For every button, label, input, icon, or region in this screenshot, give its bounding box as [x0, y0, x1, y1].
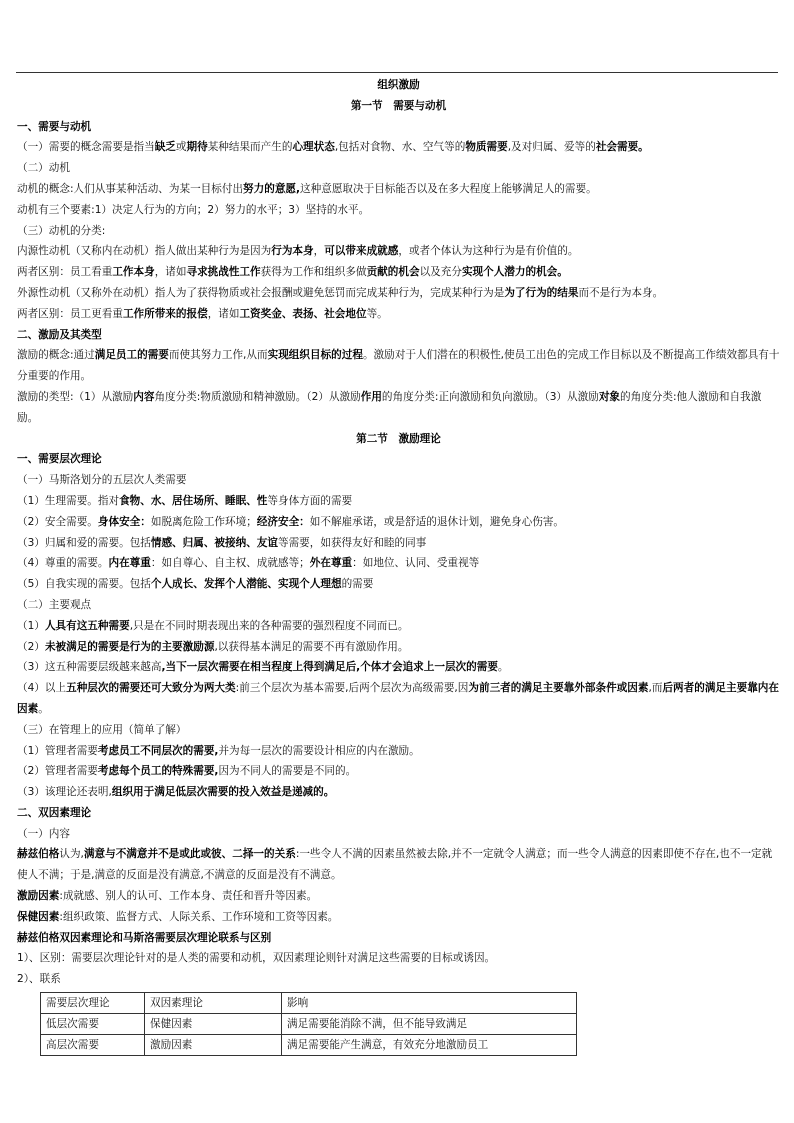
table-header-row: [41, 993, 577, 1014]
section-heading-1: 第一节 需要与动机: [350, 99, 447, 112]
document-title: 组织激励: [377, 79, 420, 91]
view-1: （1）人具有这五种需要,只是在不同时期表现出来的各种需要的强烈程度不同而已。: [17, 619, 409, 632]
table-header-cell: 影响: [282, 993, 577, 1014]
heading-comparison: 赫兹伯格双因素理论和马斯洛需要层次理论联系与区别: [17, 931, 272, 944]
need-physiological: （1）生理需要。指对食物、水、居住场所、睡眠、性等身体方面的需要: [17, 494, 353, 507]
view-4: （4）以上五种层次的需要还可大致分为两大类:前三个层次为基本需要,后两个层次为高级需要,因为前三者的满足主要靠外部条件或因素,而后两者的满足主要靠内在因素。: [17, 682, 779, 715]
view-2: （2）未被满足的需要是行为的主要激励源,以获得基本满足的需要不再有激励作用。: [17, 640, 409, 653]
heading-two-factor-theory: 二、双因素理论: [17, 806, 92, 819]
paragraph-incentive-concept: 激励的概念:通过满足员工的需要而使其努力工作,从而实现组织目标的过程。激励对于人们潜在的积极性,使员工出色的完成工作目标以及不断提高工作绩效都具有十分重要的作用。: [17, 349, 780, 383]
paragraph-motivators: 激励因素:成就感、别人的认可、工作本身、责任和晋升等因素。: [17, 890, 318, 903]
subheading-motivation-types: （三）动机的分类:: [17, 224, 106, 237]
heading-hierarchy-theory: 一、需要层次理论: [17, 453, 102, 466]
paragraph-motivation-elements: 动机有三个要素:1）决定人行为的方向；2）努力的水平；3）坚持的水平。: [17, 203, 370, 216]
application-1: （1）管理者需要考虑员工不同层次的需要,并为每一层次的需要设计相应的内在激励。: [17, 744, 420, 757]
table-cell: 满足需要能消除不满，但不能导致满足: [282, 1014, 577, 1035]
paragraph-hygiene-factors: 保健因素:组织政策、监督方式、人际关系、工作环境和工资等因素。: [17, 910, 339, 923]
need-belonging: （3）归属和爱的需要。包括情感、归属、被接纳、友谊等需要，如获得友好和睦的同事: [17, 536, 427, 549]
view-3: （3）这五种需要层级越来越高,当下一层次需要在相当程度上得到满足后,个体才会追求上一层次的需要。: [17, 661, 509, 674]
paragraph-motivation-concept: 动机的概念:人们从事某种活动、为某一目标付出努力的意愿,这种意愿取决于目标能否以及在多大程度上能够满足人的需要。: [17, 182, 597, 195]
paragraph-herzberg: 赫兹伯格认为,满意与不满意并不是或此或彼、二择一的关系:一些令人不满的因素虽然被去除,并不一定就令人满意；而一些令人满意的因素即使不存在,也不一定就使人不满；于是,满意的反面是没有满意,不满意的反面是没有不满意。: [17, 848, 773, 882]
paragraph-extrinsic-difference: 两者区别：员工更看重工作所带来的报偿，诸如工资奖金、表扬、社会地位等。: [17, 307, 388, 320]
subheading-motivation: （二）动机: [17, 162, 70, 175]
paragraph-connection: 2）、联系: [17, 973, 61, 986]
heading-needs-motivation: 一、需要与动机: [17, 120, 92, 133]
subheading-management-application: （三）在管理上的应用（简单了解）: [17, 723, 187, 736]
table-header-cell: 需要层次理论: [41, 993, 145, 1014]
subheading-main-views: （二）主要观点: [17, 598, 92, 611]
application-3: （3）该理论还表明,组织用于满足低层次需要的投入效益是递减的。: [17, 786, 335, 799]
need-safety: （2）安全需要。身体安全：如脱离危险工作环境；经济安全：如不解雇承诺，或是舒适的退休计划，避免身心伤害。: [17, 515, 565, 528]
table-cell: 保健因素: [145, 1014, 282, 1035]
paragraph-extrinsic: 外源性动机（又称外在动机）指人为了获得物质或社会报酬或避免惩罚而完成某种行为，完成某种行为是为了行为的结果而不是行为本身。: [17, 286, 664, 299]
application-2: （2）管理者需要考虑每个员工的特殊需要,因为不同人的需要是不同的。: [17, 765, 357, 778]
table-header-cell: 双因素理论: [145, 993, 282, 1014]
need-esteem: （4）尊重的需要。内在尊重：如自尊心、自主权、成就感等；外在尊重：如地位、认同、受重视等: [17, 557, 480, 570]
paragraph-need-concept: （一）需要的概念需要是指当缺乏或期待某种结果而产生的心理状态,包括对食物、水、空气等的物质需要,及对归属、爱等的社会需要。: [17, 141, 649, 154]
document-body: [17, 75, 780, 1056]
table-row: [41, 1014, 577, 1035]
table-cell: 满足需要能产生满意，有效充分地激励员工: [282, 1035, 577, 1056]
paragraph-difference: 1）、区别：需要层次理论针对的是人类的需要和动机，双因素理论则针对满足这些需要的目标或诱因。: [17, 952, 496, 965]
section-heading-2: 第二节 激励理论: [356, 432, 441, 445]
comparison-table: [40, 992, 577, 1056]
heading-incentive-types: 二、激励及其类型: [17, 328, 102, 341]
header-rule: [16, 72, 778, 73]
need-self-actualization: （5）自我实现的需要。包括个人成长、发挥个人潜能、实现个人理想的需要: [17, 578, 374, 591]
table-row: [41, 1035, 577, 1056]
paragraph-incentive-types: 激励的类型:（1）从激励内容角度分类:物质激励和精神激励。（2）从激励作用的角度分类:正向激励和负向激励。（3）从激励对象的角度分类:他人激励和自我激励。: [17, 390, 762, 424]
subheading-five-needs: （一）马斯洛划分的五层次人类需要: [17, 474, 187, 487]
table-cell: 低层次需要: [41, 1014, 145, 1035]
paragraph-intrinsic-difference: 两者区别：员工看重工作本身，诸如寻求挑战性工作获得为工作和组织多做贡献的机会以及充分实现个人潜力的机会。: [17, 266, 568, 279]
table-cell: 激励因素: [145, 1035, 282, 1056]
subheading-content: （一）内容: [17, 827, 70, 840]
table-cell: 高层次需要: [41, 1035, 145, 1056]
paragraph-intrinsic: 内源性动机（又称内在动机）指人做出某种行为是因为行为本身，可以带来成就感，或者个体认为这种行为是有价值的。: [17, 245, 579, 258]
